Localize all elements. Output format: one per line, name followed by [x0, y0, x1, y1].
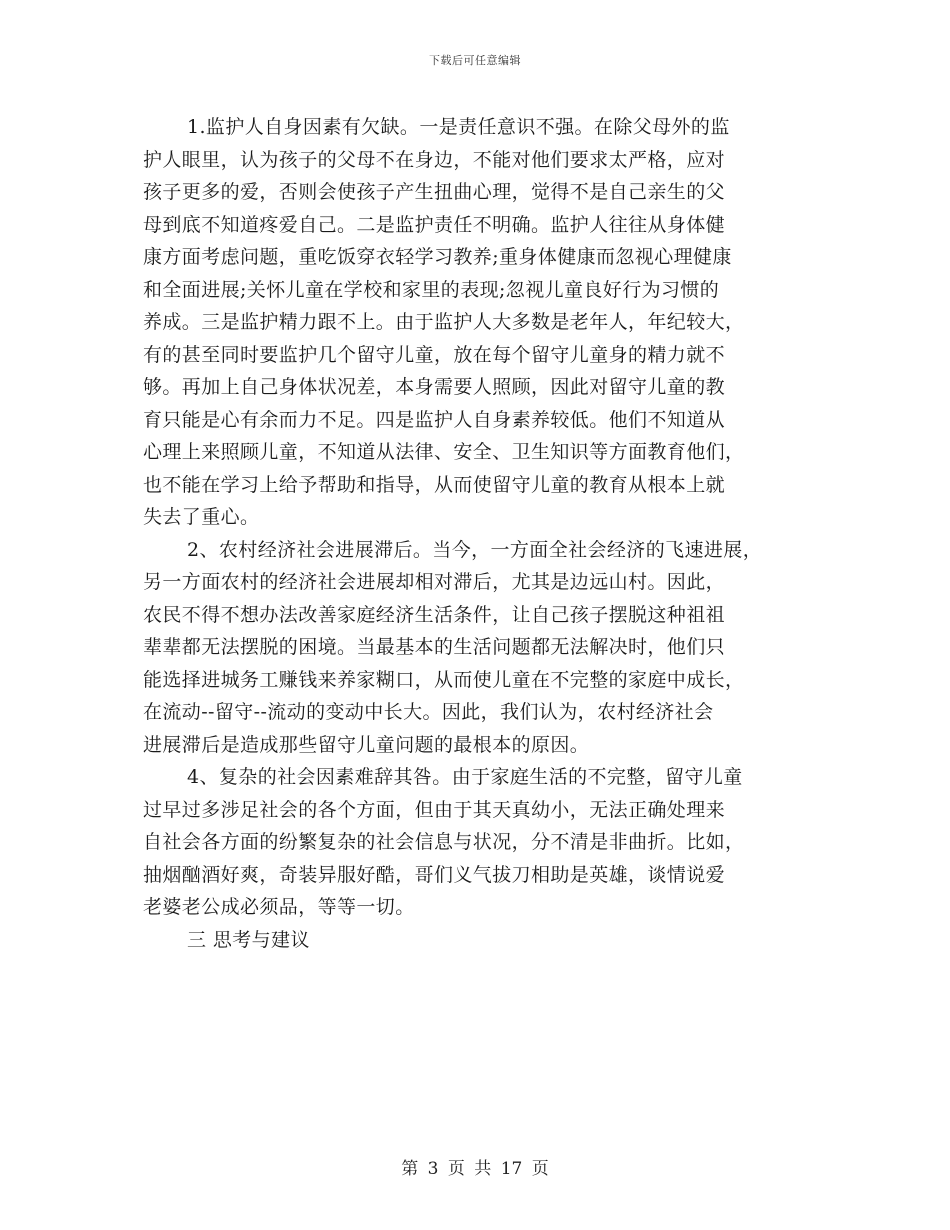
text-line: 自社会各方面的纷繁复杂的社会信息与状况，分不清是非曲折。比如，: [143, 831, 745, 853]
text-line: 进展滞后是造成那些留守儿童问题的最根本的原因。: [143, 733, 590, 756]
document-body: [143, 111, 823, 956]
text-line: 康方面考虑问题，重吃饭穿衣轻学习教养;重身体健康而忽视心理健康: [143, 246, 732, 268]
text-line: 也不能在学习上给予帮助和指导，从而使留守儿童的教育从根本上就: [143, 473, 726, 496]
text-line: 护人眼里，认为孩子的父母不在身边，不能对他们要求太严格，应对: [143, 148, 726, 171]
text-line: 母到底不知道疼爱自己。二是监护责任不明确。监护人往往从身体健: [143, 213, 726, 236]
text-line: 在流动--留守--流动的变动中长大。因此，我们认为，农村经济社会: [143, 701, 714, 723]
text-line: 养成。三是监护精力跟不上。由于监护人大多数是老年人，年纪较大，: [143, 311, 745, 333]
text-line: 够。再加上自己身体状况差，本身需要人照顾，因此对留守儿童的教: [143, 376, 726, 398]
page-number-footer: 第 3 页 共 17 页: [401, 1159, 549, 1179]
text-line: 和全面进展;关怀儿童在学校和家里的表现;忽视儿童良好行为习惯的: [143, 278, 720, 301]
text-line: 有的甚至同时要监护几个留守儿童，放在每个留守儿童身的精力就不: [143, 343, 726, 366]
text-line: 另一方面农村的经济社会进展却相对滞后，尤其是边远山村。因此，: [143, 571, 726, 593]
text-line: 农民不得不想办法改善家庭经济生活条件，让自己孩子摆脱这种祖祖: [143, 603, 726, 626]
section-heading: 三 思考与建议: [187, 928, 310, 951]
text-line: 过早过多涉足社会的各个方面，但由于其天真幼小，无法正确处理来: [143, 798, 726, 821]
text-line: 1.监护人自身因素有欠缺。一是责任意识不强。在除父母外的监: [187, 116, 730, 138]
page-header: 下载后可任意编辑: [429, 54, 521, 67]
text-line: 心理上来照顾儿童，不知道从法律、安全、卫生知识等方面教育他们，: [143, 441, 745, 463]
text-line: 老婆老公成必须品，等等一切。: [143, 896, 415, 918]
text-line: 能选择进城务工赚钱来养家糊口，从而使儿童在不完整的家庭中成长，: [143, 668, 745, 691]
text-line: 孩子更多的爱，否则会使孩子产生扭曲心理，觉得不是自己亲生的父: [143, 181, 726, 203]
text-line: 2、农村经济社会进展滞后。当今，一方面全社会经济的飞速进展，: [187, 538, 763, 561]
text-line: 失去了重心。: [143, 506, 260, 528]
text-line: 育只能是心有余而力不足。四是监护人自身素养较低。他们不知道从: [143, 408, 726, 431]
text-line: 抽烟酗酒好爽，奇装异服好酷，哥们义气拔刀相助是英雄，谈情说爱: [143, 863, 726, 886]
text-line: 4、复杂的社会因素难辞其咎。由于家庭生活的不完整，留守儿童: [187, 766, 743, 788]
text-line: 辈辈都无法摆脱的困境。当最基本的生活问题都无法解决时，他们只: [143, 636, 726, 658]
